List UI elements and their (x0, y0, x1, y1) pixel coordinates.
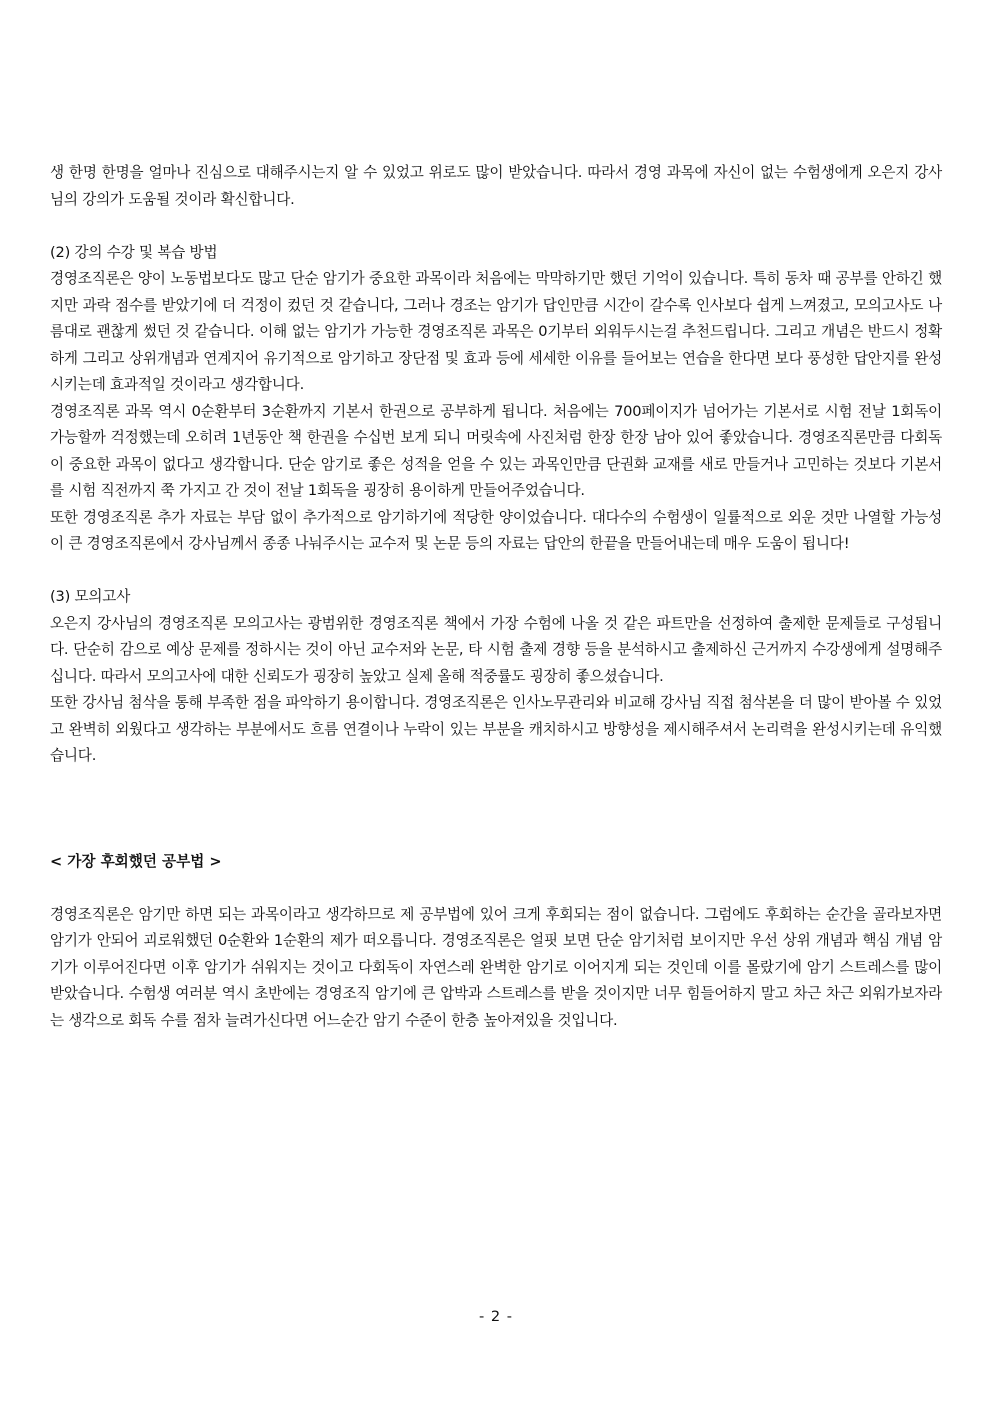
section-3-paragraph-1: 오은지 강사님의 경영조직론 모의고사는 광범위한 경영조직론 책에서 가장 수험에 나올 것 같은 파트만을 선정하여 출제한 문제들로 구성됩니다. 단순히 감으로 예상 문제를 정하시는 것이 아닌 교수저와 논문, 타 시험 출제 경향 등을 분석하시고 출제하신 근거까지 수강생에게 설명해주십니다. 따라서 모의고사에 대한 신뢰도가 굉장히 높았고 실제 올해 적중률도 굉장히 좋으셨습니다. (50, 614, 942, 685)
document-body (50, 160, 942, 1034)
section-2-paragraph-1: 경영조직론은 양이 노동법보다도 많고 단순 암기가 중요한 과목이라 처음에는 막막하기만 했던 기억이 있습니다. 특히 동차 때 공부를 안하긴 했지만 과락 점수를 받았기에 더 걱정이 컸던 것 같습니다, 그러나 경조는 암기가 답인만큼 시간이 갈수록 인사보다 쉽게 느껴졌고, 모의고사도 나름대로 괜찮게 썼던 것 같습니다. 이해 없는 암기가 가능한 경영조직론 과목은 0기부터 외워두시는걸 추천드립니다. 그리고 개념은 반드시 정확하게 그리고 상위개념과 연계지어 유기적으로 암기하고 장단점 및 효과 등에 세세한 이유를 들어보는 연습을 한다면 보다 풍성한 답안지를 완성시키는데 효과적일 것이라고 생각합니다. (50, 270, 942, 393)
spacer (50, 213, 942, 240)
page-number: - 2 - (478, 1308, 514, 1325)
intro-paragraph: 생 한명 한명을 얼마나 진심으로 대해주시는지 알 수 있었고 위로도 많이 받았습니다. 따라서 경영 과목에 자신이 없는 수험생에게 오은지 강사님의 강의가 도움될 것이라 확신합니다. (50, 164, 942, 208)
section-3-paragraph-2: 또한 강사님 첨삭을 통해 부족한 점을 파악하기 용이합니다. 경영조직론은 인사노무관리와 비교해 강사님 직접 첨삭본을 더 많이 받아볼 수 있었고 완벽히 외웠다고 생각하는 부분에서도 흐름 연결이나 누락이 있는 부분을 캐치하시고 방향성을 제시해주셔서 논리력을 완성시키는데 유익했습니다. (50, 694, 942, 764)
section-2-paragraph-2: 경영조직론 과목 역시 0순환부터 3순환까지 기본서 한권으로 공부하게 됩니다. 처음에는 700페이지가 넘어가는 기본서로 시험 전날 1회독이 가능할까 걱정했는데 오히려 1년동안 책 한권을 수십번 보게 되니 머릿속에 사진처럼 한장 한장 남아 있어 좋았습니다. 경영조직론만큼 다회독이 중요한 과목이 없다고 생각합니다. 단순 암기로 좋은 성적을 얻을 수 있는 과목인만큼 단권화 교재를 새로 만들거나 고민하는 것보다 기본서를 시험 직전까지 쭉 가지고 간 것이 전날 1회독을 굉장히 용이하게 만들어주었습니다. (50, 402, 942, 499)
regret-section-title: < 가장 후회했던 공부법 > (50, 852, 222, 870)
section-2-paragraph-3: 또한 경영조직론 추가 자료는 부담 없이 추가적으로 암기하기에 적당한 양이었습니다. 대다수의 수험생이 일률적으로 외운 것만 나열할 가능성이 큰 경영조직론에서 강사님께서 종종 나눠주시는 교수저 및 논문 등의 자료는 답안의 한끝을 만들어내는데 매우 도움이 됩니다! (50, 508, 942, 552)
regret-paragraph: 경영조직론은 암기만 하면 되는 과목이라고 생각하므로 제 공부법에 있어 크게 후회되는 점이 없습니다. 그럼에도 후회하는 순간을 골라보자면 암기가 안되어 괴로워했던 0순환와 1순환의 제가 떠오릅니다. 경영조직론은 얼핏 보면 단순 암기처럼 보이지만 우선 상위 개념과 핵심 개념 암기가 이루어진다면 이후 암기가 쉬워지는 것이고 다회독이 자연스레 완벽한 암기로 이어지게 되는 것인데 이를 몰랐기에 암기 스트레스를 많이 받았습니다. 수험생 여러분 역시 초반에는 경영조직 암기에 큰 압박과 스트레스를 받을 것이지만 너무 힘들어하지 말고 차근 차근 외워가보자라는 생각으로 회독 수를 점차 늘려가신다면 어느순간 암기 수준이 한층 높아져있을 것입니다. (50, 905, 942, 1029)
section-3-heading: (3) 모의고사 (50, 588, 131, 605)
spacer (50, 875, 942, 902)
section-2-heading: (2) 강의 수강 및 복습 방법 (50, 243, 218, 261)
spacer (50, 558, 942, 585)
spacer (50, 770, 942, 849)
